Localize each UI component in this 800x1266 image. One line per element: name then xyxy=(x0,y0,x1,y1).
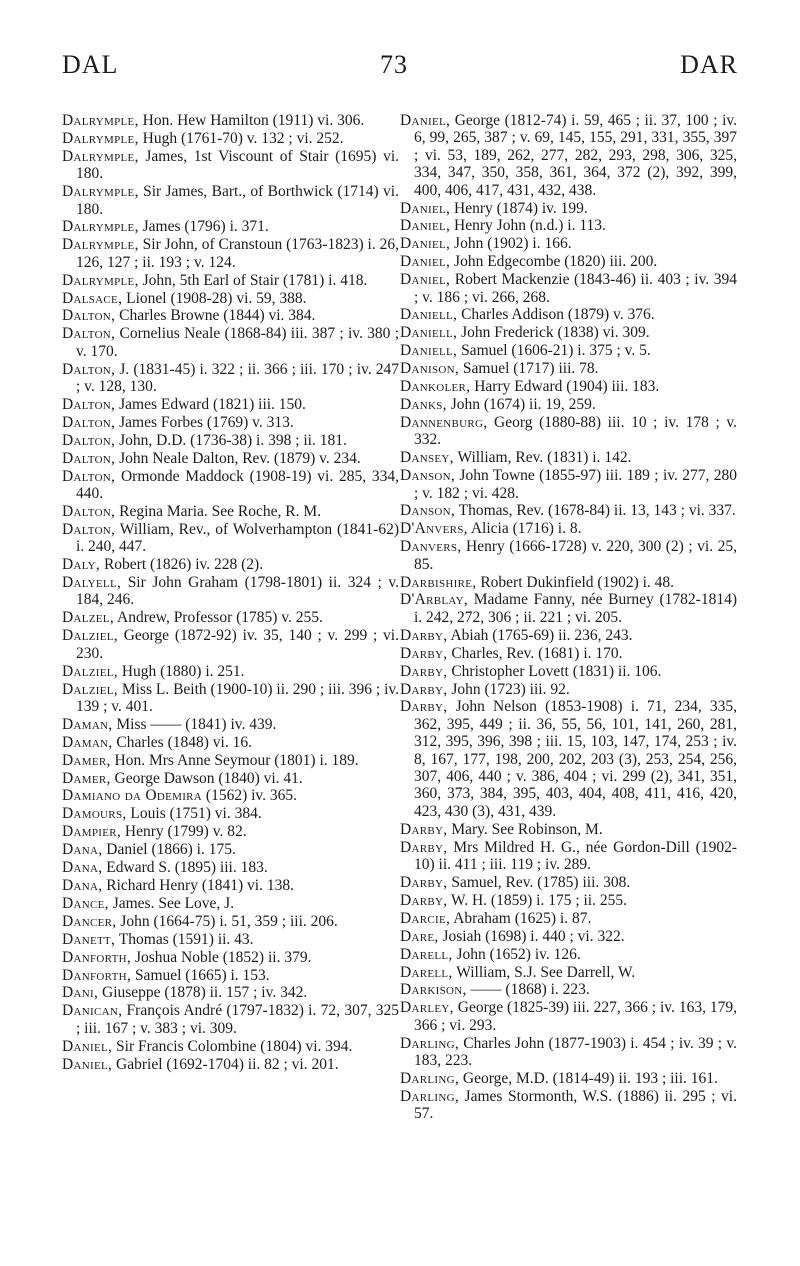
entry-surname: Darell, xyxy=(400,945,453,963)
index-entry xyxy=(400,200,737,217)
entry-references: Hon. Hew Hamilton (1911) vi. 306. xyxy=(138,112,365,129)
index-entry xyxy=(400,1070,737,1087)
entry-surname: Dana, xyxy=(62,841,103,859)
entry-references: Thomas (1591) ii. 43. xyxy=(115,930,254,948)
entry-references: Mrs Mildred H. G., née Gordon-Dill (1902-10) ii. 411 ; iii. 119 ; iv. 289. xyxy=(414,838,737,874)
entry-references: John Frederick (1838) vi. 309. xyxy=(457,324,650,342)
entry-references: John Nelson (1853-1908) i. 71, 234, 335, 362, 395, 449 ; ii. 36, 55, 56, 101, 141, 260, 281, 312, 395, 396, 398 ; iii. 15, 103, 147, 174, 253 ; iv. 8, 167, 177, 198, 200, 202, 203 (3), 253, 254, 256, 307, 406, 440 ; v. 386, 404 ; vi. 299 (2), 341, 351, 360, 373, 384, 395, 403, 404, 408, 411, 416, 420, 423, 430 (3), 431, 439. xyxy=(414,698,737,820)
entry-references: William, Rev., of Wolverhampton (1841-62) i. 240, 447. xyxy=(76,520,399,556)
entry-references: James (1796) i. 371. xyxy=(138,218,269,236)
entry-references: John Edgecombe (1820) iii. 200. xyxy=(450,253,658,271)
entry-references: Hon. Mrs Anne Seymour (1801) i. 189. xyxy=(110,751,359,769)
entry-references: Sir James, Bart., of Borthwick (1714) vi. 180. xyxy=(76,183,399,218)
index-entry xyxy=(400,520,737,537)
index-entry xyxy=(62,877,399,894)
entry-surname: Dalton, xyxy=(62,360,116,378)
entry-surname: Darby, xyxy=(400,626,448,644)
entry-references: Charles, Rev. (1681) i. 170. xyxy=(447,644,623,662)
index-entry xyxy=(400,874,737,891)
index-entry xyxy=(62,681,399,716)
entry-surname: Darbishire, xyxy=(400,573,477,591)
entry-surname: Danks, xyxy=(400,396,447,413)
entry-surname: Dalyell, xyxy=(62,574,122,592)
index-entry xyxy=(62,290,399,307)
entry-references: —— (1868) i. 223. xyxy=(466,981,590,999)
index-entry xyxy=(400,396,737,413)
index-entry xyxy=(62,734,399,751)
entry-surname: Dalton, xyxy=(62,396,116,413)
header-left-guide-word: DAL xyxy=(62,50,119,79)
entry-references: Louis (1751) vi. 384. xyxy=(126,805,262,823)
entry-references: Mary. See Robinson, M. xyxy=(447,820,603,838)
entry-surname: Darling, xyxy=(400,1069,460,1087)
entry-surname: Dana, xyxy=(62,876,103,894)
index-entry xyxy=(400,698,737,820)
entry-references: Hugh (1880) i. 251. xyxy=(117,662,245,680)
entry-surname: Dance, xyxy=(62,894,109,912)
index-entry xyxy=(400,999,737,1034)
entry-surname: Dampier, xyxy=(62,823,122,841)
page-number: 73 xyxy=(380,50,408,79)
entry-surname: Darby, xyxy=(400,873,448,891)
index-entry xyxy=(400,1035,737,1070)
entry-references: John Neale Dalton, Rev. (1879) v. 234. xyxy=(115,449,361,467)
index-entry xyxy=(62,913,399,930)
index-entry xyxy=(400,574,737,591)
entry-references: Henry (1874) iv. 199. xyxy=(450,199,588,217)
index-entry xyxy=(62,521,399,556)
entry-surname: Dalton, xyxy=(62,413,116,431)
entry-surname: Dansey, xyxy=(400,449,454,467)
entry-references: Sir John, of Cranstoun (1763-1823) i. 26, 126, 127 ; ii. 193 ; v. 124. xyxy=(76,236,399,271)
entry-references: John (1674) ii. 19, 259. xyxy=(446,396,596,413)
index-entry xyxy=(62,627,399,662)
index-entry xyxy=(62,432,399,449)
index-entry xyxy=(400,449,737,466)
entry-references: Samuel (1717) iii. 78. xyxy=(459,360,599,378)
index-entry xyxy=(62,1056,399,1073)
entry-surname: Dankoler, xyxy=(400,378,471,396)
entry-references: Charles Browne (1844) vi. 384. xyxy=(115,307,316,325)
index-column-right xyxy=(400,112,737,1123)
index-entry xyxy=(62,931,399,948)
index-entry xyxy=(400,235,737,252)
index-entry xyxy=(400,821,737,838)
entry-references: William, Rev. (1831) i. 142. xyxy=(453,449,632,467)
entry-references: Abiah (1765-69) ii. 236, 243. xyxy=(447,626,633,644)
entry-surname: Darby, xyxy=(400,662,448,680)
entry-surname: Dalziel, xyxy=(62,662,118,680)
entry-surname: Dalton, xyxy=(62,467,116,485)
index-entry xyxy=(62,770,399,787)
entry-references: Henry (1666-1728) v. 220, 300 (2) ; vi. 25, 85. xyxy=(414,538,737,573)
index-entry xyxy=(62,450,399,467)
entry-surname: Daniel, xyxy=(62,1037,113,1055)
entry-references: Samuel, Rev. (1785) iii. 308. xyxy=(447,873,631,891)
index-entry xyxy=(400,928,737,945)
entry-references: Charles John (1877-1903) i. 454 ; iv. 39 ; v. 183, 223. xyxy=(414,1034,737,1070)
entry-references: Samuel (1665) i. 153. xyxy=(131,966,270,984)
index-entry xyxy=(400,964,737,981)
entry-surname: Danson, xyxy=(400,467,456,485)
index-entry xyxy=(400,538,737,573)
entry-surname: Dalrymple, xyxy=(62,271,139,289)
entry-surname: Darby, xyxy=(400,820,448,838)
entry-surname: Damer, xyxy=(62,769,111,787)
index-entry xyxy=(400,981,737,998)
entry-references: Gabriel (1692-1704) ii. 82 ; vi. 201. xyxy=(112,1055,339,1073)
index-entry xyxy=(62,823,399,840)
entry-references: John (1723) iii. 92. xyxy=(447,680,570,698)
entry-references: Christopher Lovett (1831) ii. 106. xyxy=(447,662,662,680)
entry-surname: Dalrymple, xyxy=(62,218,139,236)
entry-surname: Danson, xyxy=(400,502,456,520)
index-entry xyxy=(62,503,399,520)
entry-references: Joshua Noble (1852) ii. 379. xyxy=(131,948,312,966)
index-entry xyxy=(62,1038,399,1055)
index-entry xyxy=(62,218,399,235)
index-entry xyxy=(400,342,737,359)
entry-surname: Darby, xyxy=(400,680,448,698)
index-entry xyxy=(62,609,399,626)
entry-surname: Daniell, xyxy=(400,342,458,360)
entry-references: Josiah (1698) i. 440 ; vi. 322. xyxy=(438,927,625,945)
entry-references: Miss L. Beith (1900-10) ii. 290 ; iii. 396 ; iv. 139 ; v. 401. xyxy=(76,680,399,715)
index-entry xyxy=(62,663,399,680)
entry-references: Madame Fanny, née Burney (1782-1814) i. 242, 272, 306 ; ii. 221 ; vi. 205. xyxy=(414,591,737,626)
index-entry xyxy=(62,805,399,822)
index-entry xyxy=(400,378,737,395)
entry-surname: Dalrymple, xyxy=(62,129,139,147)
entry-references: Giuseppe (1878) ii. 157 ; iv. 342. xyxy=(98,984,308,1002)
entry-surname: Dalziel, xyxy=(62,680,118,698)
index-entry xyxy=(400,324,737,341)
entry-surname: Damiano da Odemira xyxy=(62,787,203,805)
entry-surname: Danvers, xyxy=(400,538,462,556)
entry-references: William, S.J. See Darrell, W. xyxy=(452,963,636,981)
entry-references: James, 1st Viscount of Stair (1695) vi. 180. xyxy=(76,147,399,183)
index-entry xyxy=(62,841,399,858)
entry-surname: Dalzel, xyxy=(62,609,114,627)
entry-surname: Darling, xyxy=(400,1034,460,1052)
entry-surname: Daniel, xyxy=(400,271,451,289)
index-entry xyxy=(62,272,399,289)
entry-references: Robert Dukinfield (1902) i. 48. xyxy=(476,573,675,591)
entry-surname: Daly, xyxy=(62,556,101,574)
entry-surname: Dalton, xyxy=(62,325,116,343)
entry-surname: Daniell, xyxy=(400,324,458,342)
entry-references: François André (1797-1832) i. 72, 307, 325 ; iii. 167 ; v. 383 ; vi. 309. xyxy=(76,1002,399,1037)
entry-references: Miss —— (1841) iv. 439. xyxy=(112,715,277,733)
entry-surname: Daniel, xyxy=(62,1055,113,1073)
entry-references: Henry (1799) v. 82. xyxy=(121,823,247,841)
entry-surname: Dancer, xyxy=(62,912,117,930)
index-entry xyxy=(400,591,737,626)
entry-surname: Darley, xyxy=(400,999,454,1017)
entry-references: George, M.D. (1814-49) ii. 193 ; iii. 161. xyxy=(459,1069,718,1087)
entry-references: Regina Maria. See Roche, R. M. xyxy=(115,502,321,520)
entry-surname: Dalrymple, xyxy=(62,147,139,165)
entry-references: Andrew, Professor (1785) v. 255. xyxy=(114,609,323,627)
index-entry xyxy=(62,325,399,360)
index-entry xyxy=(62,752,399,769)
entry-surname: Danforth, xyxy=(62,966,132,984)
entry-surname: Daniel, xyxy=(400,217,451,235)
entry-references: Cornelius Neale (1868-84) iii. 387 ; iv. 380 ; v. 170. xyxy=(76,325,399,360)
entry-references: George Dawson (1840) vi. 41. xyxy=(110,769,303,787)
entry-references: Abraham (1625) i. 87. xyxy=(450,909,592,927)
index-entry xyxy=(400,681,737,698)
entry-surname: Dalrymple, xyxy=(62,112,139,129)
entry-surname: Dalrymple, xyxy=(62,236,139,254)
entry-surname: Dalton, xyxy=(62,520,116,538)
entry-references: Richard Henry (1841) vi. 138. xyxy=(102,876,294,894)
entry-surname: Dana, xyxy=(62,859,103,877)
index-column-left xyxy=(62,112,399,1073)
entry-references: John, 5th Earl of Stair (1781) i. 418. xyxy=(138,271,368,289)
index-entry xyxy=(400,306,737,323)
entry-references: Henry John (n.d.) i. 113. xyxy=(450,217,606,235)
entry-surname: Dalziel, xyxy=(62,627,118,645)
index-entry xyxy=(62,859,399,876)
entry-references: Sir John Graham (1798-1801) ii. 324 ; v. 184, 246. xyxy=(76,574,399,609)
index-entry xyxy=(400,502,737,519)
index-entry xyxy=(400,910,737,927)
entry-surname: Dannenburg, xyxy=(400,413,488,431)
index-entry xyxy=(62,396,399,413)
index-entry xyxy=(62,112,399,129)
entry-references: John (1902) i. 166. xyxy=(450,235,572,253)
entry-references: James Edward (1821) iii. 150. xyxy=(115,396,306,413)
entry-surname: Dalton, xyxy=(62,449,116,467)
entry-surname: Dalton, xyxy=(62,307,116,325)
entry-references: John Towne (1855-97) iii. 189 ; iv. 277, 280 ; v. 182 ; vi. 428. xyxy=(414,467,737,502)
index-entry xyxy=(400,217,737,234)
entry-surname: Darby, xyxy=(400,644,448,662)
entry-surname: D'Anvers, xyxy=(400,520,468,538)
index-entry xyxy=(400,271,737,306)
entry-references: W. H. (1859) i. 175 ; ii. 255. xyxy=(447,891,627,909)
entry-references: Sir Francis Colombine (1804) vi. 394. xyxy=(112,1037,353,1055)
entry-surname: Daniel, xyxy=(400,253,451,271)
entry-references: Harry Edward (1904) iii. 183. xyxy=(470,378,660,396)
entry-surname: Dalton, xyxy=(62,502,116,520)
entry-references: Alicia (1716) i. 8. xyxy=(467,520,582,538)
entry-surname: Dalton, xyxy=(62,431,116,449)
entry-surname: Danican, xyxy=(62,1002,123,1020)
entry-references: John (1652) iv. 126. xyxy=(452,945,581,963)
index-entry xyxy=(400,253,737,270)
entry-references: Edward S. (1895) iii. 183. xyxy=(102,859,268,877)
entry-surname: Dani, xyxy=(62,984,99,1002)
entry-surname: Danison, xyxy=(400,360,460,378)
entry-surname: Damours, xyxy=(62,805,127,823)
entry-references: Charles Addison (1879) v. 376. xyxy=(457,306,655,324)
entry-references: John, D.D. (1736-38) i. 398 ; ii. 181. xyxy=(115,431,347,449)
entry-references: Robert (1826) iv. 228 (2). xyxy=(100,556,264,574)
index-entry xyxy=(400,414,737,449)
entry-surname: Daman, xyxy=(62,715,113,733)
entry-references: James. See Love, J. xyxy=(108,894,235,912)
index-entry xyxy=(400,467,737,502)
header-right-guide-word: DAR xyxy=(680,50,738,79)
index-entry xyxy=(62,895,399,912)
index-entry xyxy=(62,1002,399,1037)
index-entry xyxy=(62,468,399,503)
index-entry xyxy=(62,949,399,966)
entry-references: James Stormonth, W.S. (1886) ii. 295 ; vi. 57. xyxy=(414,1087,737,1123)
entry-surname: Darby, xyxy=(400,838,448,856)
entry-references: George (1812-74) i. 59, 465 ; ii. 37, 100 ; iv. 6, 99, 265, 387 ; v. 69, 145, 155, 291, 331, 355, 397 ; vi. 53, 189, 262, 277, 282, 293, 298, 306, 325, 334, 347, 350, 358, 361, 364, 372 (2), 392, 399, 400, 406, 417, 431, 432, 438. xyxy=(414,112,737,199)
entry-surname: Danett, xyxy=(62,930,116,948)
entry-references: Thomas, Rev. (1678-84) ii. 13, 143 ; vi. 337. xyxy=(455,502,736,520)
index-entry xyxy=(400,360,737,377)
entry-references: Georg (1880-88) iii. 10 ; iv. 178 ; v. 332. xyxy=(414,413,737,449)
index-entry xyxy=(62,414,399,431)
entry-references: Samuel (1606-21) i. 375 ; v. 5. xyxy=(457,342,651,360)
index-entry xyxy=(62,183,399,218)
entry-references: James Forbes (1769) v. 313. xyxy=(115,413,294,431)
entry-surname: Daniel, xyxy=(400,235,451,253)
index-entry xyxy=(62,556,399,573)
running-header xyxy=(0,50,800,90)
entry-surname: Darell, xyxy=(400,963,453,981)
index-entry xyxy=(400,663,737,680)
index-entry xyxy=(400,839,737,874)
entry-surname: Daman, xyxy=(62,733,113,751)
entry-references: (1562) iv. 365. xyxy=(202,787,298,805)
entry-references: George (1872-92) iv. 35, 140 ; v. 299 ; vi. 230. xyxy=(76,627,399,662)
entry-references: John (1664-75) i. 51, 359 ; iii. 206. xyxy=(116,912,338,930)
index-entry xyxy=(62,361,399,396)
index-entry xyxy=(400,627,737,644)
index-entry xyxy=(62,574,399,609)
entry-references: Daniel (1866) i. 175. xyxy=(102,841,236,859)
index-entry xyxy=(62,148,399,183)
entry-surname: Dare, xyxy=(400,927,439,945)
entry-surname: Darling, xyxy=(400,1087,460,1105)
index-entry xyxy=(62,967,399,984)
index-entry xyxy=(400,1088,737,1123)
index-entry xyxy=(62,716,399,733)
index-entry xyxy=(400,112,737,199)
entry-surname: Dalsace, xyxy=(62,289,123,307)
entry-references: Charles (1848) vi. 16. xyxy=(112,733,252,751)
entry-surname: Danforth, xyxy=(62,948,132,966)
index-entry xyxy=(400,946,737,963)
index-entry xyxy=(62,130,399,147)
entry-surname: Daniel, xyxy=(400,112,451,129)
entry-surname: Damer, xyxy=(62,751,111,769)
entry-surname: Darcie, xyxy=(400,909,451,927)
index-entry xyxy=(62,787,399,804)
index-entry xyxy=(400,892,737,909)
entry-references: J. (1831-45) i. 322 ; ii. 366 ; iii. 170 ; iv. 247 ; v. 128, 130. xyxy=(76,360,399,396)
entry-surname: D'Arblay, xyxy=(400,591,469,609)
entry-surname: Darkison, xyxy=(400,981,467,999)
entry-surname: Darby, xyxy=(400,698,448,716)
entry-references: George (1825-39) iii. 227, 366 ; iv. 163, 179, 366 ; vi. 293. xyxy=(414,999,737,1034)
entry-references: Lionel (1908-28) vi. 59, 388. xyxy=(122,289,307,307)
index-entry xyxy=(62,236,399,271)
entry-references: Ormonde Maddock (1908-19) vi. 285, 334, 440. xyxy=(76,467,399,503)
index-entry xyxy=(62,984,399,1001)
entry-surname: Daniell, xyxy=(400,306,458,324)
entry-surname: Darby, xyxy=(400,891,448,909)
index-entry xyxy=(400,645,737,662)
entry-references: Hugh (1761-70) v. 132 ; vi. 252. xyxy=(138,129,344,147)
index-entry xyxy=(62,307,399,324)
entry-surname: Dalrymple, xyxy=(62,183,139,201)
entry-references: Robert Mackenzie (1843-46) ii. 403 ; iv. 394 ; v. 186 ; vi. 266, 268. xyxy=(414,271,737,306)
entry-surname: Daniel, xyxy=(400,199,451,217)
